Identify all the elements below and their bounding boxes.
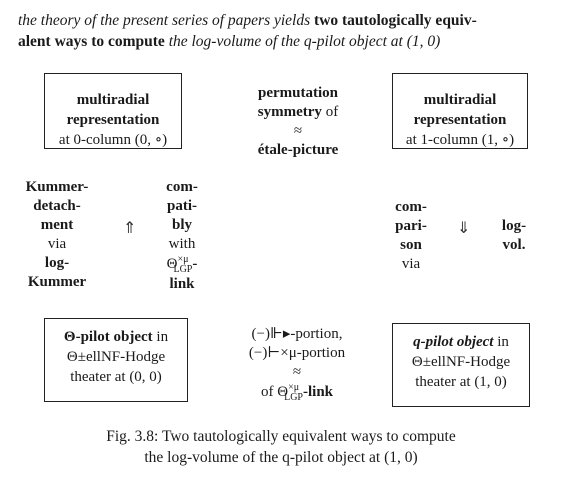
kc-line4: via [47, 236, 67, 252]
kc-line1: Kummer- [25, 179, 89, 195]
tm-line4: étale-picture [257, 142, 339, 158]
bm-line2: (−)⊢×μ-portion [248, 345, 346, 361]
bm-sup: ×μ [288, 382, 300, 393]
kummer-column [14, 178, 100, 292]
intro-part3: alent ways to compute [18, 33, 165, 50]
bm-theta: Θ [277, 384, 289, 400]
figure-caption-line1: Fig. 3.8: Two tautologically equivalent ways to compute [106, 428, 456, 445]
intro-part4: the log-volume of the q-pilot object at (1, 0) [164, 33, 441, 50]
bm-sub: LGP [284, 392, 303, 403]
tl-line3: at 0-column (0, ∘) [58, 132, 168, 148]
intro-text [18, 10, 548, 52]
cp-theta: Θ [166, 256, 178, 272]
cp-dash: - [192, 256, 198, 272]
figure-caption-line2: the log-volume of the q-pilot object at (1, 0) [144, 449, 418, 466]
cm-line1: com- [395, 199, 427, 215]
top-left-box [44, 73, 182, 149]
logvol-column [488, 217, 540, 255]
bl-line3: theater at (0, 0) [70, 369, 162, 385]
compatibly-column [146, 178, 218, 294]
tl-line1: multiradial [76, 92, 150, 108]
intro-part1: the theory of the present series of papers yields [18, 12, 315, 29]
tl-line2: representation [66, 112, 160, 128]
cp-line1: com- [166, 179, 198, 195]
bottom-middle-text [222, 325, 372, 403]
top-right-box [392, 73, 528, 149]
bm-line3: ≈ [292, 364, 302, 380]
cp-line3: bly [171, 217, 192, 233]
cm-line3: son [400, 237, 422, 253]
kc-line5: log- [44, 255, 70, 271]
br-line2: Θ±ellNF-Hodge [411, 354, 511, 370]
bl-line2: Θ±ellNF-Hodge [66, 349, 166, 365]
br-line1b: in [493, 334, 509, 350]
tm-line2a: symmetry [257, 104, 322, 120]
bottom-right-box [392, 323, 530, 407]
br-line3: theater at (1, 0) [415, 374, 507, 390]
tm-line1: permutation [258, 85, 338, 101]
cp-line2: pati- [167, 198, 197, 214]
bm-line4a: of [260, 384, 278, 400]
br-line1a: q-pilot object [413, 334, 494, 350]
tr-line2: representation [413, 112, 507, 128]
double-down-arrow-icon: ⇓ [457, 218, 471, 237]
cp-line4: with [168, 236, 196, 252]
bl-line1b: in [152, 329, 169, 345]
tr-line3: at 1-column (1, ∘) [405, 132, 515, 148]
tm-line2b: of [321, 104, 339, 120]
bm-line1: (−)⊩▸-portion, [251, 326, 343, 342]
lv-line1: log- [501, 218, 527, 234]
cp-sub: LGP [173, 264, 193, 275]
intro-part2: two tautologically equiv- [314, 12, 477, 29]
top-middle-text [228, 84, 368, 160]
cp-sup: ×μ [177, 254, 189, 265]
bottom-left-box [44, 318, 188, 402]
tm-line3: ≈ [293, 123, 303, 139]
kc-line3: ment [40, 217, 74, 233]
cp-line6: link [169, 276, 195, 292]
bl-line1a: Θ-pilot object [63, 329, 153, 345]
lv-line2: vol. [502, 237, 526, 253]
kc-line6: Kummer [27, 274, 87, 290]
cm-line2: pari- [395, 218, 427, 234]
comparison-column [380, 198, 442, 274]
tr-line1: multiradial [423, 92, 497, 108]
kc-line2: detach- [33, 198, 81, 214]
bm-line4b: -link [303, 384, 334, 400]
cm-line4: via [401, 256, 421, 272]
double-up-arrow-icon: ⇑ [123, 218, 137, 237]
